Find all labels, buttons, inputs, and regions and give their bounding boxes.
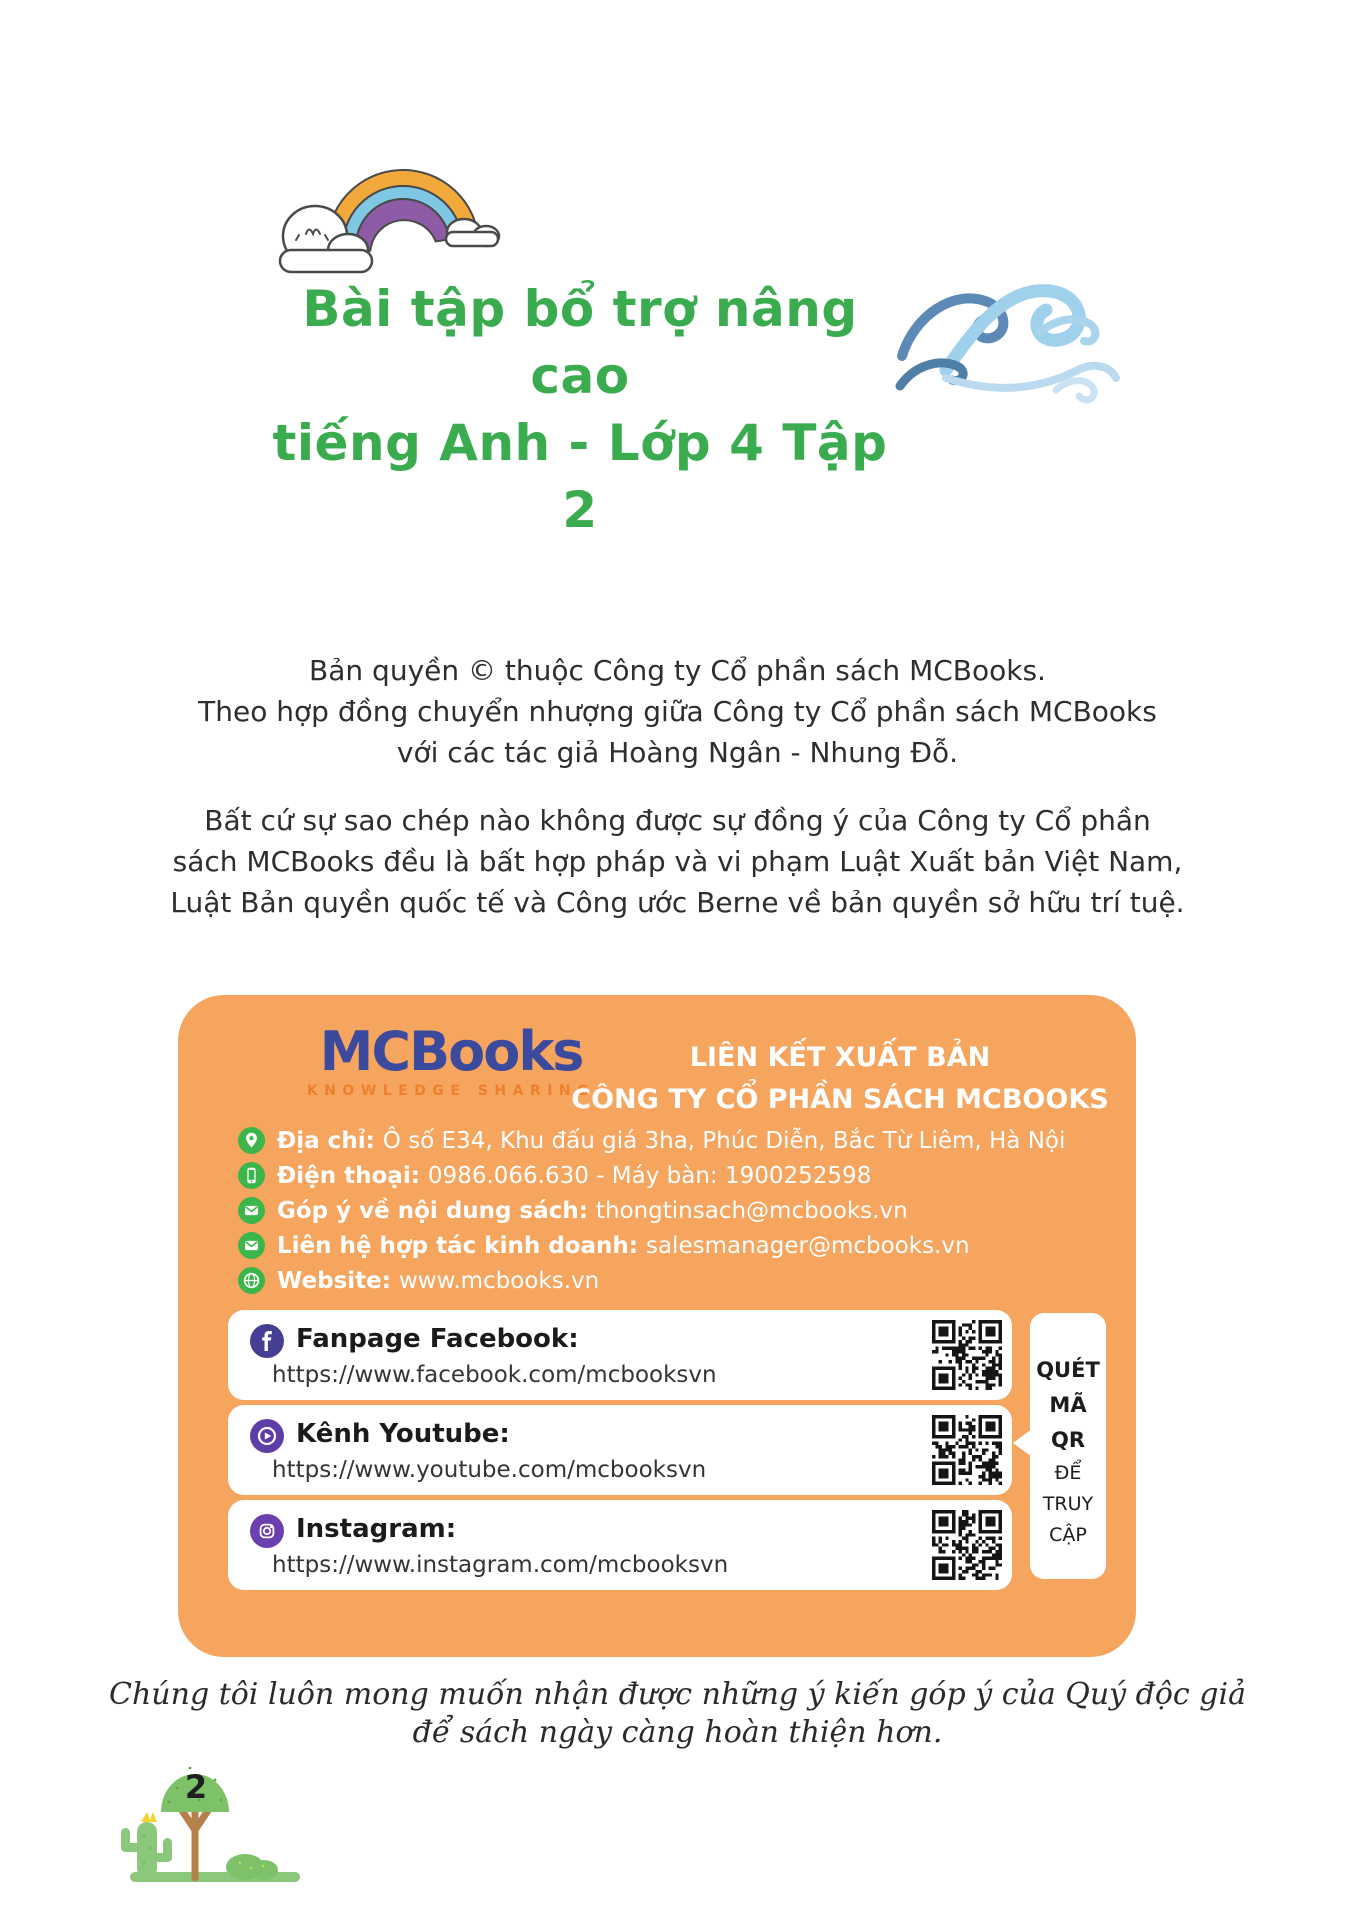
feedback-note-line1: Chúng tôi luôn mong muốn nhận được những ý kiến góp ý của Quý độc giả bbox=[109, 1677, 1246, 1712]
social-row-instagram bbox=[228, 1500, 1012, 1590]
contact-value: Ô số E34, Khu đấu giá 3ha, Phúc Diễn, Bắc Từ Liêm, Hà Nội bbox=[382, 1127, 1066, 1154]
youtube-icon bbox=[250, 1419, 284, 1453]
qr-code-facebook bbox=[932, 1320, 1002, 1390]
copyright-line: sách MCBooks đều là bất hợp pháp và vi phạm Luật Xuất bản Việt Nam, bbox=[172, 845, 1183, 878]
publisher-heading-line1: LIÊN KẾT XUẤT BẢN bbox=[689, 1042, 991, 1073]
contact-value: 0986.066.630 - Máy bàn: 1900252598 bbox=[427, 1162, 872, 1189]
feedback-note-line2: để sách ngày càng hoàn thiện hơn. bbox=[412, 1715, 943, 1750]
instagram-icon bbox=[250, 1514, 284, 1548]
note-pointer-tail bbox=[1013, 1429, 1032, 1457]
facebook-icon bbox=[250, 1324, 284, 1358]
social-label: Fanpage Facebook: bbox=[296, 1324, 579, 1354]
book-title-line1: Bài tập bổ trợ nâng cao bbox=[302, 280, 858, 405]
phone-icon bbox=[238, 1162, 265, 1189]
location-icon bbox=[238, 1127, 265, 1154]
qr-note-word: CẬP bbox=[1049, 1524, 1087, 1546]
copyright-paragraph-1 bbox=[0, 650, 1355, 773]
social-row-youtube bbox=[228, 1405, 1012, 1495]
contact-list bbox=[238, 1123, 1065, 1298]
qr-note-word: TRUY bbox=[1042, 1493, 1094, 1515]
publisher-heading-line2: CÔNG TY CỔ PHẦN SÁCH MCBOOKS bbox=[571, 1084, 1109, 1115]
mail-icon bbox=[238, 1197, 265, 1224]
contact-label: Địa chỉ: bbox=[277, 1127, 375, 1154]
social-row-facebook bbox=[228, 1310, 1012, 1400]
mcbooks-logo-tagline: KNOWLEDGE SHARING bbox=[306, 1083, 596, 1099]
contact-row-feedback-email bbox=[238, 1193, 1065, 1228]
social-url: https://www.youtube.com/mcbooksvn bbox=[272, 1457, 707, 1483]
contact-label: Website: bbox=[277, 1267, 391, 1294]
rainbow-clouds-illustration bbox=[258, 128, 520, 280]
contact-row-sales-email bbox=[238, 1228, 1065, 1263]
social-label: Kênh Youtube: bbox=[296, 1419, 510, 1449]
globe-icon bbox=[238, 1267, 265, 1294]
book-title-line2: tiếng Anh - Lớp 4 Tập 2 bbox=[272, 414, 888, 539]
reader-feedback-note bbox=[0, 1676, 1355, 1752]
copyright-line: Bản quyền © thuộc Công ty Cổ phần sách MCBooks. bbox=[309, 654, 1046, 687]
qr-note-word: ĐỂ bbox=[1054, 1462, 1082, 1484]
copyright-line: Bất cứ sự sao chép nào không được sự đồng ý của Công ty Cổ phần bbox=[204, 804, 1151, 837]
social-url: https://www.instagram.com/mcbooksvn bbox=[272, 1552, 729, 1578]
publisher-heading bbox=[570, 1037, 1110, 1121]
qr-code-youtube bbox=[932, 1415, 1002, 1485]
contact-value: salesmanager@mcbooks.vn bbox=[645, 1232, 970, 1259]
wave-swirl-illustration bbox=[888, 258, 1124, 406]
contact-label: Liên hệ hợp tác kinh doanh: bbox=[277, 1232, 638, 1259]
book-title bbox=[248, 276, 912, 544]
qr-note-word: QR bbox=[1050, 1428, 1086, 1452]
copyright-line: Luật Bản quyền quốc tế và Công ước Berne về bản quyền sở hữu trí tuệ. bbox=[170, 886, 1185, 919]
page-number: 2 bbox=[184, 1768, 208, 1806]
contact-row-website bbox=[238, 1263, 1065, 1298]
mcbooks-logo-text: MCBooks bbox=[319, 1020, 583, 1083]
copyright-line: Theo hợp đồng chuyển nhượng giữa Công ty Cổ phần sách MCBooks bbox=[198, 695, 1157, 728]
copyright-line: với các tác giả Hoàng Ngân - Nhung Đỗ. bbox=[396, 736, 959, 769]
qr-note-word: MÃ bbox=[1049, 1393, 1087, 1417]
contact-value: www.mcbooks.vn bbox=[398, 1267, 600, 1294]
scan-qr-note bbox=[1030, 1313, 1106, 1579]
mcbooks-logo bbox=[296, 1020, 606, 1099]
copyright-paragraph-2 bbox=[0, 800, 1355, 923]
social-label: Instagram: bbox=[296, 1514, 457, 1544]
contact-row-phone bbox=[238, 1158, 1065, 1193]
qr-note-word: QUÉT bbox=[1036, 1358, 1100, 1382]
publisher-card bbox=[178, 995, 1136, 1657]
social-url: https://www.facebook.com/mcbooksvn bbox=[272, 1362, 717, 1388]
contact-label: Điện thoại: bbox=[277, 1162, 420, 1189]
qr-code-instagram bbox=[932, 1510, 1002, 1580]
contact-value: thongtinsach@mcbooks.vn bbox=[595, 1197, 908, 1224]
mail-icon bbox=[238, 1232, 265, 1259]
contact-row-address bbox=[238, 1123, 1065, 1158]
contact-label: Góp ý về nội dung sách: bbox=[277, 1197, 588, 1224]
